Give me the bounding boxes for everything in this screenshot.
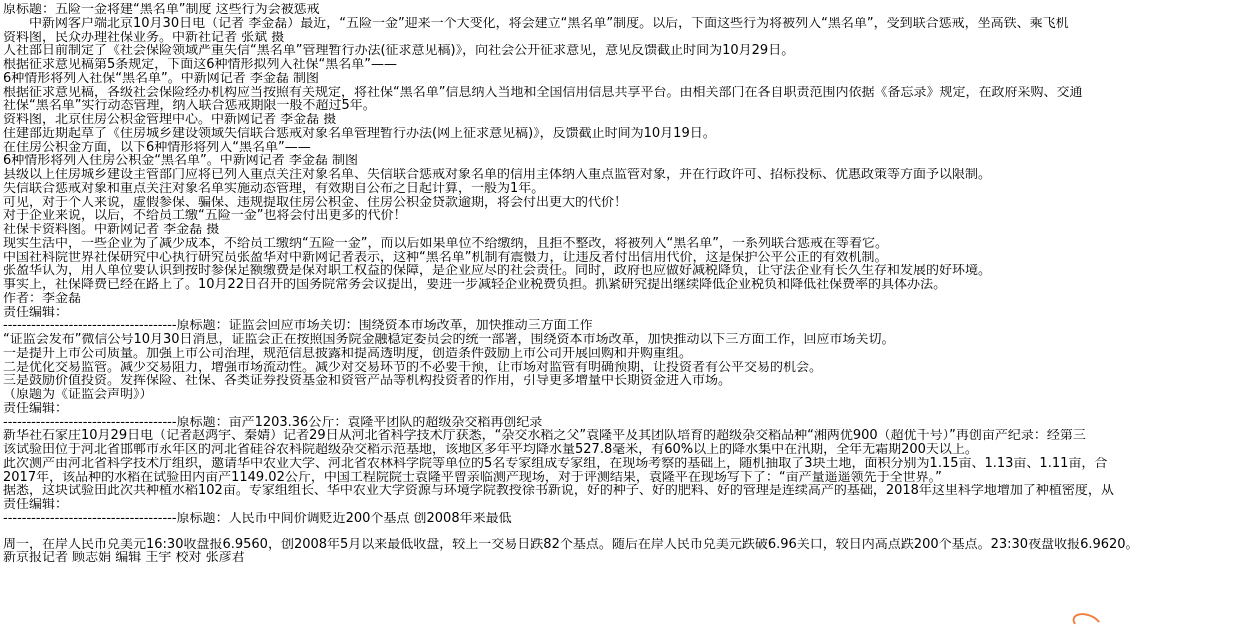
text-line: 住建部近期起草了《住房城乡建设领域失信联合惩戒对象名单管理暂行办法(网上征求意见稿)》，反馈截止时间为10月19日。: [3, 126, 716, 141]
text-line: -------------------------------------原标题：证监会回应市场关切：围绕资本市场改革，加快推动三方面工作: [3, 319, 593, 333]
text-line: 中新网客户端北京10月30日电（记者 李金磊）最近，“五险一金”迎来一个大变化，将会建立“黑名单”制度。以后，下面这些行为将被列入“黑名单”，受到联合惩戒，坐高铁、乘飞机: [3, 16, 1069, 31]
text-line: 6种情形将列入住房公积金“黑名单”。中新网记者 李金磊 制图: [3, 154, 359, 168]
text-line: 责任编辑：: [3, 401, 69, 416]
text-line: 根据征求意见稿，各级社会保险经办机构应当按照有关规定，将社保“黑名单”信息纳入当地和全国信用信息共享平台。由相关部门在各自职责范围内依据《备忘录》规定，在政府采购、交通: [3, 85, 1083, 100]
text-line: 现实生活中，一些企业为了减少成本，不给员工缴纳“五险一金”，而以后如果单位不给缴纳，且拒不整改，将被列入“黑名单”，一系列联合惩戒在等着它。: [3, 236, 888, 251]
text-line: [3, 526, 1247, 538]
text-line: -------------------------------------原标题：人民币中间价调贬近200个基点 创2008年来最低: [3, 511, 512, 526]
text-line: 县级以上住房城乡建设主管部门应将已列入重点关注对象名单、失信联合惩戒对象名单的信用主体纳入重点监管对象，并在行政许可、招标投标、优惠政策等方面予以限制。: [3, 168, 992, 182]
text-line: 2017年，该品种的水稻在试验田内亩产1149.02公斤，中国工程院院士袁隆平曾亲临测产现场，对于评测结果，袁隆平在现场写下了：“亩产量遥遥领先于全世界。”: [3, 470, 942, 485]
text-line: 二是优化交易监管。减少交易阻力，增强市场流动性。减少对交易环节的不必要干预，让市场对监管有明确预期，让投资者有公平交易的机会。: [3, 360, 823, 375]
text-line: 一是提升上市公司质量。加强上市公司治理，规范信息披露和提高透明度，创造条件鼓励上市公司开展回购和并购重组。: [3, 346, 693, 361]
text-line: 作者：李金磊: [3, 291, 82, 306]
text-line: 三是鼓励价值投资。发挥保险、社保、各类证券投资基金和资管产品等机构投资者的作用，引导更多增量中长期资金进入市场。: [3, 374, 732, 388]
text-line: 该试验田位于河北省邯郸市永年区的河北省硅谷农科院超级杂交稻示范基地，该地区多年平均降水量527.8毫米，有60%以上的降水集中在汛期，全年无霜期200天以上。: [3, 443, 978, 457]
text-line: 周一，在岸人民币兑美元16:30收盘报6.9560，创2008年5月以来最低收盘，较上一交易日跌82个基点。随后在岸人民币兑美元跌破6.96关口，较日内高点跌200个基点。23:30夜盘收报6.9620。: [3, 537, 1139, 552]
text-line: 新华社石家庄10月29日电（记者赵鸿宇、秦婧）记者29日从河北省科学技术厅获悉，“杂交水稻之父”袁隆平及其团队培育的超级杂交稻品种“湘两优900（超优千号）”再创亩产纪录：经第三: [3, 429, 1086, 443]
text-line: 社保“黑名单”实行动态管理，纳入联合惩戒期限一般不超过5年。: [3, 99, 376, 113]
text-line: 据悉，这块试验田此次共种植水稻102亩。专家组组长、华中农业大学资源与环境学院教授徐书新说，好的种子、好的肥料、好的管理是连续高产的基础，2018年这里科学地增加了种植密度，从: [3, 484, 1114, 498]
text-line: -------------------------------------原标题：亩产1203.36公斤：袁隆平团队的超级杂交稻再创纪录: [3, 415, 543, 430]
text-line: 根据征求意见稿第5条规定，下面这6种情形拟列入社保“黑名单”——: [3, 58, 398, 72]
text-line: 失信联合惩戒对象和重点关注对象名单实施动态管理，有效期自公布之日起计算，一般为1年。: [3, 181, 545, 196]
text-line: 中国社科院世界社保研究中心执行研究员张盈华对中新网记者表示，这种“黑名单”机制有震慑力，让违反者付出信用代价，这是保护公平公正的有效机制。: [3, 250, 888, 265]
text-line: 可见，对于个人来说，虚假参保、骗保、违规提取住房公积金、住房公积金贷款逾期，将会付出更大的代价！: [3, 195, 628, 210]
text-line: 6种情形将列入社保“黑名单”。中新网记者 李金磊 制图: [3, 71, 320, 86]
text-line: 责任编辑：: [3, 305, 69, 320]
text-line: 人社部日前制定了《社会保险领域严重失信“黑名单”管理暂行办法(征求意见稿)》，向社会公开征求意见，意见反馈截止时间为10月29日。: [3, 44, 795, 58]
text-line: 资料图，北京住房公积金管理中心。中新网记者 李金磊 摄: [3, 113, 337, 127]
document-text-area: [3, 3, 1247, 624]
text-line: 资料图，民众办理社保业务。中新社记者 张斌 摄: [3, 30, 285, 45]
text-line: （原题为《证监会声明》）: [3, 388, 153, 402]
text-line: 对于企业来说，以后，不给员工缴“五险一金”也将会付出更多的代价！: [3, 209, 407, 223]
text-line: 新京报记者 顾志娟 编辑 王宇 校对 张彦君: [3, 551, 245, 565]
text-line: 事实上，社保降费已经在路上了。10月22日召开的国务院常务会议提出，要进一步减轻企业税费负担。抓紧研究提出继续降低企业税负和降低社保费率的具体办法。: [3, 278, 947, 292]
text-line: 责任编辑：: [3, 498, 69, 512]
text-line: 张盈华认为，用人单位要认识到按时参保足额缴费是保对职工权益的保障，是企业应尽的社会责任。同时，政府也应做好减税降负，让守法企业有长久生存和发展的好环境。: [3, 264, 992, 278]
text-line: “证监会发布”微信公号10月30日消息，证监会正在按照国务院金融稳定委员会的统一部署，围绕资本市场改革，加快推动以下三方面工作，回应市场关切。: [3, 333, 895, 347]
text-line: 社保卡资料图。中新网记者 李金磊 摄: [3, 223, 220, 237]
text-line: 原标题：五险一金将建“黑名单”制度 这些行为会被惩戒: [3, 3, 320, 17]
text-line: 在住房公积金方面，以下6种情形将列入“黑名单”——: [3, 140, 311, 155]
text-line: 此次测产由河北省科学技术厅组织，邀请华中农业大学、河北省农林科学院等单位的5名专家组成专家组，在现场考察的基础上，随机抽取了3块土地，面积分别为1.15亩、1.13亩、1.11亩，合: [3, 456, 1108, 471]
